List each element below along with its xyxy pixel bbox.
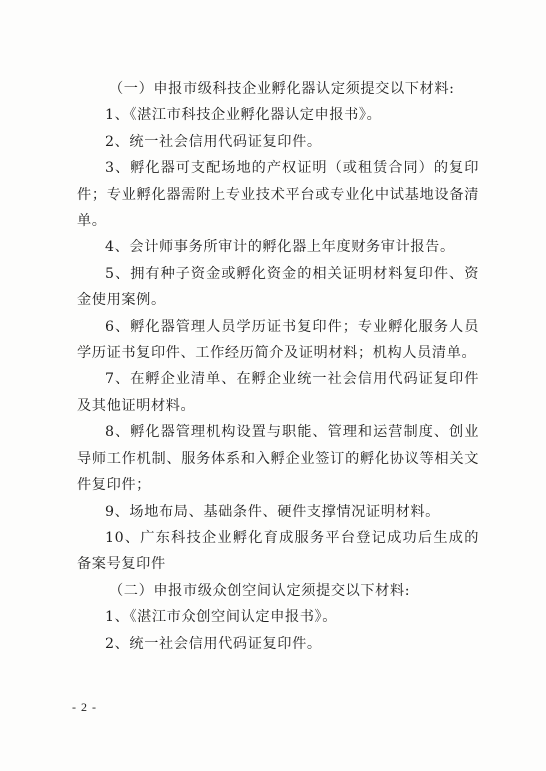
list-item: 2、统一社会信用代码证复印件。 bbox=[105, 133, 322, 150]
page-number: - 2 - bbox=[72, 700, 97, 714]
list-item: 1、《湛江市科技企业孵化器认定申报书》。 bbox=[105, 107, 382, 124]
list-item: 3、孵化器可支配场地的产权证明（或租赁合同）的复印件；专业孵化器需附上专业技术平台或专业化中试基地设备清单。 bbox=[77, 160, 479, 230]
list-item: 6、孵化器管理人员学历证书复印件；专业孵化服务人员学历证书复印件、工作经历简介及证明材料；机构人员清单。 bbox=[77, 318, 479, 362]
list-item: 10、广东科技企业孵化育成服务平台登记成功后生成的备案号复印件 bbox=[77, 529, 479, 573]
list-item: 2、统一社会信用代码证复印件。 bbox=[105, 635, 322, 652]
section-heading-incubator: （一）申报市级科技企业孵化器认定须提交以下材料: bbox=[109, 81, 455, 97]
list-item: 7、在孵企业清单、在孵企业统一社会信用代码证复印件及其他证明材料。 bbox=[77, 371, 479, 414]
list-item: 5、拥有种子资金或孵化资金的相关证明材料复印件、资金使用案例。 bbox=[77, 265, 479, 309]
list-item: 1、《湛江市众创空间认定申报书》。 bbox=[105, 609, 338, 626]
list-item: 9、场地布局、基础条件、硬件支撑情况证明材料。 bbox=[105, 503, 440, 520]
list-item: 4、会计师事务所审计的孵化器上年度财务审计报告。 bbox=[105, 239, 455, 256]
document-body bbox=[77, 76, 479, 657]
list-item: 8、孵化器管理机构设置与职能、管理和运营制度、创业导师工作机制、服务体系和入孵企业签订的孵化协议等相关文件复印件； bbox=[77, 424, 479, 494]
section-heading-maker-space: （二）申报市级众创空间认定须提交以下材料: bbox=[109, 582, 411, 599]
